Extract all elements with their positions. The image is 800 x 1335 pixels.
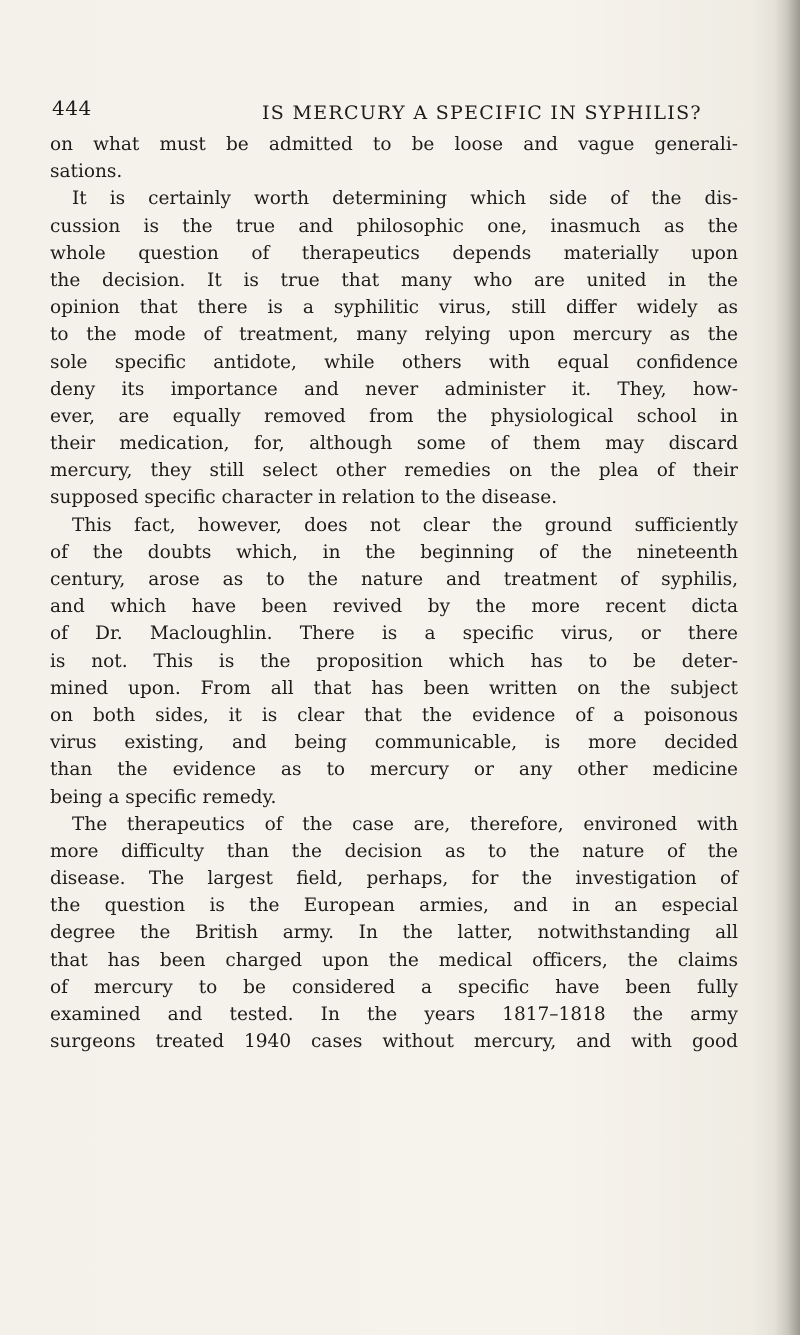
text-line: to the mode of treatment, many relying upon mercury as the — [50, 324, 738, 346]
page-edge-shadow — [774, 0, 800, 1335]
text-line: being a specific remedy. — [50, 786, 277, 808]
text-line: sole specific antidote, while others with equal confidence — [50, 351, 738, 373]
page-number: 444 — [52, 96, 92, 120]
text-line: of mercury to be considered a specific have been fully — [50, 976, 738, 998]
text-line: sations. — [50, 161, 123, 183]
text-line: examined and tested. In the years 1817–1818 the army — [50, 1004, 738, 1025]
text-line: of the doubts which, in the beginning of the nineteenth — [50, 541, 738, 563]
text-line: supposed specific character in relation to the disease. — [50, 487, 558, 509]
text-line: This fact, however, does not clear the ground sufficiently — [72, 514, 738, 536]
text-line: deny its importance and never administer it. They, how- — [50, 378, 738, 400]
text-line: on what must be admitted to be loose and vague generali- — [50, 134, 738, 155]
text-line: The therapeutics of the case are, therefore, environed with — [72, 813, 738, 835]
text-line: disease. The largest field, perhaps, for the investigation of — [50, 868, 738, 890]
text-line: of Dr. Macloughlin. There is a specific virus, or there — [50, 623, 738, 645]
text-line: and which have been revived by the more recent dicta — [50, 596, 738, 618]
text-line: whole question of therapeutics depends materially upon — [50, 242, 738, 264]
text-line: mercury, they still select other remedies on the plea of their — [50, 460, 738, 482]
text-line: mined upon. From all that has been written on the subject — [50, 677, 738, 699]
text-line: the decision. It is true that many who are united in the — [50, 269, 738, 291]
text-line: It is certainly worth determining which side of the dis- — [72, 188, 738, 210]
running-head: IS MERCURY A SPECIFIC IN SYPHILIS? — [262, 102, 702, 124]
text-line: degree the British army. In the latter, notwithstanding all — [50, 922, 738, 944]
text-line: the question is the European armies, and in an especial — [50, 895, 738, 917]
text-line: virus existing, and being communicable, is more decided — [50, 732, 738, 754]
text-line: century, arose as to the nature and treatment of syphilis, — [50, 569, 738, 590]
text-line: more difficulty than the decision as to the nature of the — [50, 840, 738, 862]
text-line: ever, are equally removed from the physiological school in — [50, 405, 738, 427]
text-line: their medication, for, although some of them may discard — [50, 433, 738, 455]
text-line: than the evidence as to mercury or any other medicine — [50, 759, 738, 781]
text-line: on both sides, it is clear that the evidence of a poisonous — [50, 704, 738, 726]
text-line: that has been charged upon the medical officers, the claims — [50, 949, 738, 971]
text-line: cussion is the true and philosophic one, inasmuch as the — [50, 215, 738, 237]
text-line: opinion that there is a syphilitic virus, still differ widely as — [50, 297, 738, 319]
page-header — [52, 96, 702, 124]
text-line: is not. This is the proposition which has to be deter- — [50, 650, 738, 672]
body-text — [50, 131, 738, 1055]
text-line: surgeons treated 1940 cases without mercury, and with good — [50, 1031, 738, 1053]
